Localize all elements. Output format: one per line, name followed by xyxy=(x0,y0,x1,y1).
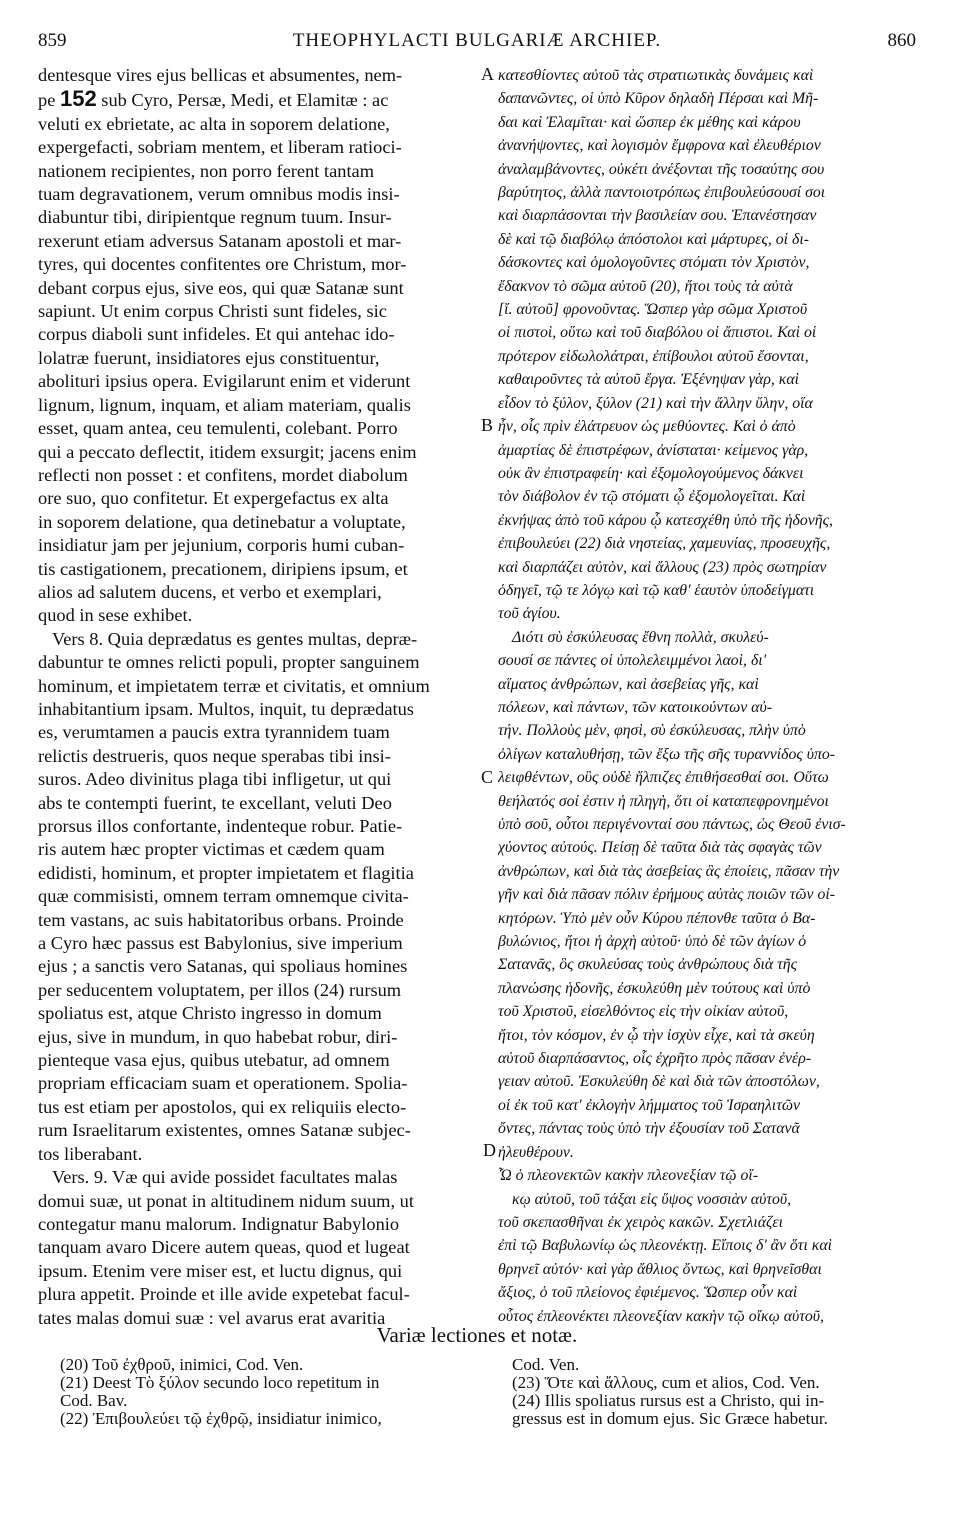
greek-line: οὐκ ἂν ἐπιστραφείη· καὶ ἐξομολογούμενος δάκνει xyxy=(498,464,804,482)
latin-line: Vers 8. Quia deprædatus es gentes multas, depræ- xyxy=(52,628,418,649)
latin-line: hominum, et impietatem terræ et civitatis, et omnium xyxy=(38,675,430,696)
latin-column xyxy=(38,64,478,1330)
latin-line: dentesque vires ejus bellicas et absumentes, nem- xyxy=(38,65,403,85)
greek-line: ἔδακνον τὸ σῶμα αὐτοῦ (20), ἤτοι τοὺς τὰ αὐτὰ xyxy=(498,277,793,295)
greek-line: ἐκνήψας ἀπὸ τοῦ κάρου ᾧ κατεσχέθη ὑπὸ τῆς ἡδονῆς, xyxy=(498,511,833,529)
latin-line xyxy=(38,87,478,112)
greek-line: γειαν αὐτοῦ. Ἐσκυλεύθη δὲ καὶ διὰ τῶν ἀποστόλων, xyxy=(498,1073,820,1091)
greek-line: ἀνθρώπων, καὶ διὰ τὰς ἀσεβείας ἃς ἐποίεις, πᾶσαν τὴν xyxy=(498,862,840,880)
greek-line: πρότερον εἰδωλολάτραι, ἐπίβουλοι αὐτοῦ ἔσονται, xyxy=(498,347,809,365)
greek-line: Σατανᾶς, ὃς σκυλεύσας τοὺς ἀνθρώπους διὰ τῆς xyxy=(498,956,797,974)
left-page-number: 859 xyxy=(38,30,67,51)
latin-line: spoliatus est, atque Christo ingresso in domum xyxy=(38,1003,382,1024)
greek-column xyxy=(498,64,916,1328)
greek-line: ἄξιος, ὁ τοῦ πλείονος ἐφιέμενος. Ὥσπερ οὖν καὶ xyxy=(498,1284,798,1302)
greek-line: κητόρων. Ὑπὸ μὲν οὖν Κύρου πέπονθε ταῦτα ὁ Βα- xyxy=(498,909,816,927)
greek-line: Διότι σὺ ἐσκύλευσας ἔθνη πολλὰ, σκυλεύ- xyxy=(512,628,769,646)
greek-line: καὶ διαρπάζει αὐτὸν, καὶ ἄλλους (23) πρὸς σωτηρίαν xyxy=(498,558,827,576)
margin-marker-b: B xyxy=(481,415,494,435)
greek-line: γῆν καὶ διὰ πᾶσαν πόλιν ἐρήμους αὐτὰς ποιῶν τῶν οἰ- xyxy=(498,886,836,904)
latin-line: rum Israelitarum existentes, omnes Satanæ subjec- xyxy=(38,1120,411,1141)
greek-line: ἐπιβουλεύει (22) διὰ νηστείας, χαμευνίας, προσευχῆς, xyxy=(498,535,831,553)
greek-line: πόλεων, καὶ πάντων, τῶν κατοικούντων αὐ- xyxy=(498,698,772,716)
latin-line: ris autem hæc propter victimas et cædem quam xyxy=(38,839,385,860)
greek-line: αἵματος ἀνθρώπων, καὶ ἀσεβείας γῆς, καὶ xyxy=(498,675,759,693)
latin-line: pienteque vasa ejus, quibus utebatur, ad omnem xyxy=(38,1050,390,1071)
latin-line: quod in sese exhibet. xyxy=(38,605,193,626)
greek-line: δαπανῶντες, οἱ ὑπὸ Κῦρον δηλαδὴ Πέρσαι καὶ Μῆ- xyxy=(498,90,819,108)
greek-line: δὲ καὶ τῷ διαβόλῳ ἀπόστολοι καὶ μάρτυρες, οἱ δι- xyxy=(498,230,810,248)
latin-line: abolituri ipsius opera. Evigilarunt enim et viderunt xyxy=(38,371,411,392)
note-line: gressus est in domum ejus. Sic Græce habetur. xyxy=(512,1410,828,1428)
greek-line: ὀλίγων καταλυθήσῃ, τῶν ἔξω τῆς σῆς τυραννίδος ὑπο- xyxy=(498,745,836,763)
note-line: (22) Ἐπιβουλεύει τῷ ἐχθρῷ, insidiatur inimico, xyxy=(60,1410,382,1428)
note-line: Cod. Ven. xyxy=(512,1356,580,1374)
running-title: THEOPHYLACTI BULGARIÆ ARCHIEP. xyxy=(292,30,662,51)
notes-right-column xyxy=(512,1356,932,1428)
latin-line: nationem recipientes, non porro ferent tantam xyxy=(38,160,375,181)
latin-line: esset, quam antea, ceu temulenti, colebant. Porro xyxy=(38,418,398,439)
greek-line: βαρύτητος, ἀλλὰ παντοιοτρόπως ἐπιβουλεύσουσί σοι xyxy=(498,184,826,202)
latin-line: dabuntur te omnes relicti populi, propter sanguinem xyxy=(38,652,420,673)
latin-line: veluti ex ebrietate, ac alta in soporem delatione, xyxy=(38,113,390,134)
greek-line: κῳ αὐτοῦ, τοῦ τάξαι εἰς ὕψος νοσσιὰν αὐτοῦ, xyxy=(512,1190,792,1208)
greek-line: Ὦ ὁ πλεονεκτῶν κακὴν πλεονεξίαν τῷ οἴ- xyxy=(498,1167,759,1185)
latin-line: in soporem delatione, qua detinebatur a voluptate, xyxy=(38,511,406,532)
greek-line: οἱ ἐκ τοῦ κατ' ἐκλογὴν λήμματος τοῦ Ἰσραηλιτῶν xyxy=(498,1096,801,1114)
latin-line: suros. Adeo divinitus plaga tibi infligetur, ut qui xyxy=(38,769,392,790)
greek-line: ἀναλαμβάνοντες, οὐκέτι ἀνέξονται τῆς τοσαύτης σου xyxy=(498,160,825,178)
greek-line: θεήλατός σοί ἐστιν ἡ πληγὴ, ὅτι οἱ καταπεφρονημένοι xyxy=(498,792,829,810)
latin-line: diabuntur tibi, diripientque regnum tuum. Insur- xyxy=(38,207,392,228)
latin-line: tuam degravationem, verum omnibus modis insi- xyxy=(38,184,400,205)
latin-line: corpus diaboli sunt infideles. Et qui antehac ido- xyxy=(38,324,395,345)
latin-line: expergefacti, sobriam mentem, et liberam ratioci- xyxy=(38,137,402,158)
latin-line: ejus ; a sanctis vero Satanas, qui spoliaus homines xyxy=(38,956,408,977)
greek-line: αὐτοῦ διαρπάσαντος, οἷς ἐχρῆτο πρὸς πᾶσαν ἐνέρ- xyxy=(498,1050,812,1068)
note-line: (23) Ὅτε καὶ ἄλλους, cum et alios, Cod. Ven. xyxy=(512,1374,820,1392)
latin-line: insidiatur jam per jejunium, corporis humi cuban- xyxy=(38,535,405,556)
latin-line: reflecti non posset : et confitens, mordet diabolum xyxy=(38,464,408,485)
notes-title: Variæ lectiones et notæ. xyxy=(376,1323,578,1347)
latin-line: contegatur manu malorum. Indignatur Babylonio xyxy=(38,1213,400,1234)
latin-line: plura appetit. Proinde et ille avide expetebat facul- xyxy=(38,1284,410,1305)
latin-line: edidisti, hominum, et propter impietatem et flagitia xyxy=(38,862,414,883)
greek-line: ἁμαρτίας δὲ ἐπιστρέφων, ἀνίσταται· κείμενος γὰρ, xyxy=(498,441,809,459)
latin-line: tus est etiam per apostolos, qui ex reliquiis electo- xyxy=(38,1096,407,1117)
note-line: (21) Deest Τὸ ξύλον secundo loco repetitum in xyxy=(60,1374,380,1392)
latin-line: rexerunt etiam adversus Satanam apostoli et mar- xyxy=(38,230,402,251)
margin-marker-a: A xyxy=(481,64,494,84)
greek-line: τὸν διάβολον ἐν τῷ στόματι ᾧ ἐξομολογεῖται. Καὶ xyxy=(498,488,806,506)
greek-line: τήν. Πολλοὺς μὲν, φησὶ, σὺ ἐσκύλευσας, πλὴν ὑπὸ xyxy=(498,722,806,740)
greek-line: ἠλευθέρουν. xyxy=(498,1143,574,1161)
latin-line: abs te contempti fuerint, te excellant, veluti Deo xyxy=(38,792,392,813)
greek-line: τοῦ σκεπασθῆναι ἐκ χειρὸς κακῶν. Σχετλιάζει xyxy=(498,1213,784,1231)
greek-line: σουσί σε πάντες οἱ ὑπολελειμμένοι λαοὶ, δι' xyxy=(498,652,767,670)
greek-line: πλανώσης ἡδονῆς, ἐσκυλεύθη μὲν τούτους καὶ ὑπὸ xyxy=(498,979,811,997)
greek-line: τοῦ Χριστοῦ, εἰσελθόντος εἰς τὴν οἰκίαν αὐτοῦ, xyxy=(498,1003,789,1021)
page-header xyxy=(38,30,916,64)
greek-line: ὄντες, πάντας τοὺς ὑπὸ τὴν ἐξουσίαν τοῦ Σατανᾶ xyxy=(498,1120,800,1138)
greek-line: βυλώνιος, ἤτοι ἡ ἀρχὴ αὐτοῦ· ὑπὸ δὲ τῶν ἁγίων ὁ xyxy=(498,933,807,951)
latin-line: tis castigationem, precationem, diripiens ipsum, et xyxy=(38,558,408,579)
column-number: 152 xyxy=(59,87,97,112)
greek-line: θρηνεῖ αὐτόν· καὶ γὰρ ἄθλιος ὄντως, καὶ θρηνεῖσθαι xyxy=(498,1260,822,1278)
latin-line: alios ad salutem ducens, et verbo et exemplari, xyxy=(38,581,382,602)
latin-line: ipsum. Etenim vere miser est, et luctu dignus, qui xyxy=(38,1260,403,1281)
greek-line: ἀνανήψοντες, καὶ λογισμὸν ἔμφρονα καὶ ἐλευθέριον xyxy=(498,137,821,155)
greek-line: χύοντος αὐτούς. Πείσῃ δὲ ταῦτα διὰ τὰς σφαγὰς τῶν xyxy=(498,839,822,857)
greek-line: οἱ πιστοὶ, οὕτω καὶ τοῦ διαβόλου οἱ ἄπιστοι. Καὶ οἱ xyxy=(498,324,817,342)
greek-line: λειφθέντων, οὓς οὐδὲ ἤλπιζες ἐπιθήσεσθαί σοι. Οὕτω xyxy=(498,769,829,787)
latin-line: prorsus illos confortante, indenteque robur. Patie- xyxy=(38,816,403,836)
latin-line: quæ commisisti, omnem terram omnemque civita- xyxy=(38,886,409,907)
greek-line: οὗτος ἐπλεονέκτει πλεονεξίαν κακὴν τῷ οἴκῳ αὐτοῦ, xyxy=(498,1307,824,1325)
latin-line: a Cyro hæc passus est Babylonius, sive imperium xyxy=(38,933,403,954)
greek-line: εἶδον τὸ ξύλον, ξύλον (21) καὶ τὴν ἄλλην ὕλην, οἵα xyxy=(498,394,813,412)
latin-line: debant corpus ejus, sive eos, qui quæ Satanæ sunt xyxy=(38,277,404,298)
greek-line: δαι καὶ Ἐλαμῖται· καὶ ὥσπερ ἐκ μέθης καὶ κάρου xyxy=(498,113,801,131)
greek-line: τοῦ ἁγίου. xyxy=(498,605,561,623)
latin-line: qui a peccato deflectit, itidem exsurgit; jacens enim xyxy=(38,441,417,462)
greek-line: ἤτοι, τὸν κόσμον, ἐν ᾧ τὴν ἰσχὺν εἶχε, καὶ τὰ σκεύη xyxy=(498,1026,815,1044)
greek-line: καθαιροῦντες τὰ αὐτοῦ ἔργα. Ἐξένηψαν γὰρ, καὶ xyxy=(498,371,800,389)
latin-line: per seducentem voluptatem, per illos (24) rursum xyxy=(38,979,402,1000)
latin-line: lignum, lignum, inquam, et aliam materiam, qualis xyxy=(38,394,411,415)
notes-left-column xyxy=(60,1356,490,1428)
greek-line: ὁδηγεῖ, τῷ τε λόγῳ καὶ τῷ καθ' ἑαυτὸν ὑποδείγματι xyxy=(498,581,815,599)
latin-line: tanquam avaro Dicere autem queas, quod et lugeat xyxy=(38,1237,410,1258)
greek-line: [ἴ. αὐτοῦ] φρονοῦντας. Ὥσπερ γὰρ σῶμα Χριστοῦ xyxy=(498,301,808,319)
greek-line: κατεσθίοντες αὐτοῦ τὰς στρατιωτικὰς δυνάμεις καὶ xyxy=(498,67,814,84)
latin-line: tates malas domui suæ : vel avarus erat avaritia xyxy=(38,1307,386,1328)
latin-line: relictis destrueris, quos neque sperabas tibi insi- xyxy=(38,745,391,766)
greek-line: ἦν, οἷς πρὶν ἐλάτρευον ὡς μεθύοντες. Καὶ ὁ ἀπὸ xyxy=(498,418,796,436)
note-line: (20) Τοῦ ἐχθροῦ, inimici, Cod. Ven. xyxy=(60,1356,304,1374)
margin-marker-d: D xyxy=(483,1140,496,1160)
greek-line: δάσκοντες καὶ ὁμολογοῦντες στόματι τὸν Χριστὸν, xyxy=(498,254,810,272)
latin-line-rest: sub Cyro, Persæ, Medi, et Elamitæ : ac xyxy=(96,90,389,111)
latin-line: ore suo, quo confitetur. Et expergefactus ex alta xyxy=(38,488,389,509)
latin-line: tem vastans, ac suis habitatoribus orbans. Proinde xyxy=(38,909,404,930)
latin-line: Vers. 9. Væ qui avide possidet facultates malas xyxy=(52,1167,398,1188)
latin-line: tos liberabant. xyxy=(38,1143,143,1164)
latin-line: propriam efficaciam suam et operationem. Spolia- xyxy=(38,1073,408,1094)
latin-line: tyres, qui docentes confitentes ore Christum, mor- xyxy=(38,254,407,275)
latin-line: es, verumtamen a paucis extra tyrannidem tuam xyxy=(38,722,390,743)
latin-line: sapiunt. Ut enim corpus Christi sunt fideles, sic xyxy=(38,301,387,322)
note-line: (24) Illis spoliatus rursus est a Christo, qui in- xyxy=(512,1392,825,1410)
greek-line: ὑπὸ σοῦ, οὗτοι περιγένονταί σου πάντως, ὡς Θεοῦ ἐνισ- xyxy=(498,816,846,833)
margin-marker-c: C xyxy=(481,767,494,787)
note-line: Cod. Bav. xyxy=(60,1392,128,1410)
right-page-number: 860 xyxy=(887,30,916,51)
latin-line: domui suæ, ut ponat in altitudinem nidum suum, ut xyxy=(38,1190,414,1211)
latin-line: lolatræ fuerunt, insidiatores ejus constituentur, xyxy=(38,347,380,368)
latin-line: ejus, sive in mundum, in quo habebat robur, diri- xyxy=(38,1026,398,1047)
greek-line: ἐπὶ τῷ Βαβυλωνίῳ ὡς πλεονέκτῃ. Εἴποις δ' ἂν ὅτι καὶ xyxy=(498,1237,833,1255)
latin-line-start: pe xyxy=(38,90,60,111)
latin-line: inhabitantium ipsam. Multos, inquit, tu deprædatus xyxy=(38,698,414,719)
greek-line: καὶ διαρπάσονται τὴν βασιλείαν σου. Ἐπανέστησαν xyxy=(498,207,817,225)
